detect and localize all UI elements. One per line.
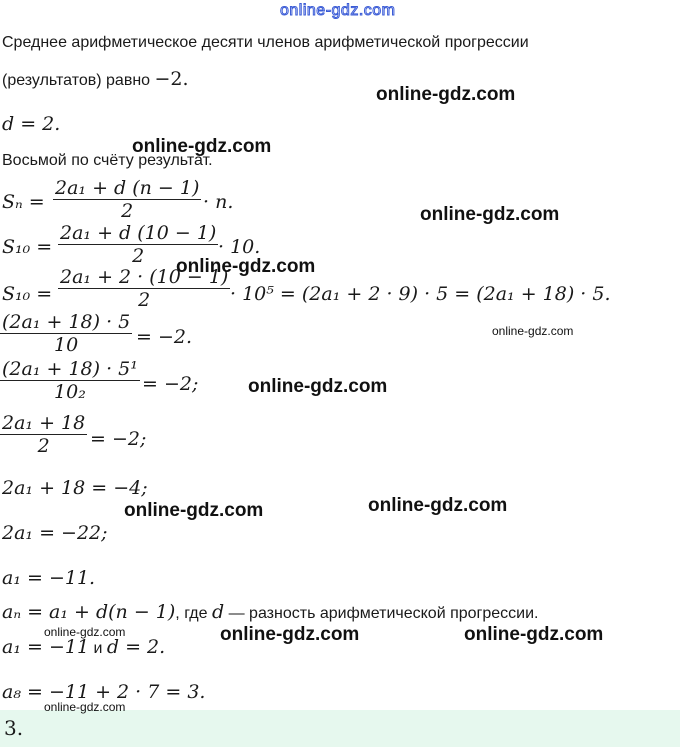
intro-line-2 — [2, 68, 189, 90]
intro-line-2-math: −2. — [154, 68, 189, 90]
s10b-denominator: 2 — [138, 289, 151, 311]
equation-line-3: a₁ = −11. — [2, 567, 96, 589]
sn-lhs: Sₙ = — [2, 191, 45, 213]
f1-after: = −2. — [136, 326, 193, 348]
an-formula-line — [2, 601, 538, 623]
header-watermark: online-gdz.com — [280, 2, 396, 19]
f1-denominator: 10 — [54, 334, 79, 356]
a1-d-line — [2, 636, 165, 658]
a1-value: a₁ = −11 — [2, 636, 90, 658]
equation-line-1: 2a₁ + 18 = −4; — [2, 477, 148, 499]
watermark: online-gdz.com — [176, 256, 316, 277]
watermark: online-gdz.com — [248, 376, 388, 397]
f2-fraction — [0, 358, 140, 403]
sn-numerator: 2a₁ + d (n − 1) — [55, 177, 200, 199]
f2-numerator: (2a₁ + 18) · 5¹ — [2, 358, 138, 380]
s10-denominator: 2 — [132, 245, 145, 267]
d-value: d = 2. — [106, 636, 166, 658]
intro-line-2-text: (результатов) равно — [2, 72, 155, 89]
a8-equation: a₈ = −11 + 2 · 7 = 3. — [2, 681, 206, 703]
and-text: и — [89, 640, 107, 657]
equation-line-2: 2a₁ = −22; — [2, 522, 108, 544]
watermark: online-gdz.com — [44, 700, 126, 714]
s10b-numerator: 2a₁ + 2 · (10 − 1) — [60, 266, 229, 288]
eighth-result-text: Восьмой по счёту результат. — [2, 152, 213, 169]
f2-denominator: 10₂ — [54, 381, 86, 403]
an-text-2: — разность арифметической прогрессии. — [224, 605, 539, 622]
an-formula: aₙ = a₁ + d(n − 1) — [2, 601, 176, 623]
f3-numerator: 2a₁ + 18 — [2, 412, 86, 434]
d-equation: d = 2. — [2, 113, 61, 135]
intro-line-1: Среднее арифметическое десяти членов арифметической прогрессии — [2, 34, 529, 51]
watermark: online-gdz.com — [368, 495, 508, 516]
f1-fraction — [0, 311, 132, 356]
s10-lhs: S₁₀ = — [2, 236, 53, 258]
watermark: online-gdz.com — [464, 624, 604, 645]
sn-after: · n. — [203, 191, 234, 213]
s10b-lhs: S₁₀ = — [2, 283, 53, 305]
watermark: online-gdz.com — [44, 625, 126, 639]
f3-denominator: 2 — [37, 435, 50, 457]
watermark: online-gdz.com — [220, 624, 360, 645]
s10b-after: · 10⁵ = (2a₁ + 2 · 9) · 5 = (2a₁ + 18) · 5. — [230, 283, 611, 305]
f2-after: = −2; — [142, 373, 199, 395]
sn-denominator: 2 — [121, 200, 134, 222]
s10-after: · 10. — [218, 236, 261, 258]
watermark: online-gdz.com — [492, 324, 574, 338]
an-d: d — [211, 601, 225, 623]
watermark: online-gdz.com — [376, 84, 516, 105]
watermark: online-gdz.com — [420, 204, 560, 225]
watermark: online-gdz.com — [132, 136, 272, 157]
answer-box — [0, 710, 680, 747]
answer-value: 3. — [4, 716, 24, 740]
s10-numerator: 2a₁ + d (10 − 1) — [60, 222, 217, 244]
sn-fraction — [53, 177, 201, 222]
watermark: online-gdz.com — [124, 500, 264, 521]
an-text-1: , где — [175, 605, 212, 622]
f3-after: = −2; — [90, 428, 147, 450]
f3-fraction — [0, 412, 87, 457]
f1-numerator: (2a₁ + 18) · 5 — [2, 311, 131, 333]
